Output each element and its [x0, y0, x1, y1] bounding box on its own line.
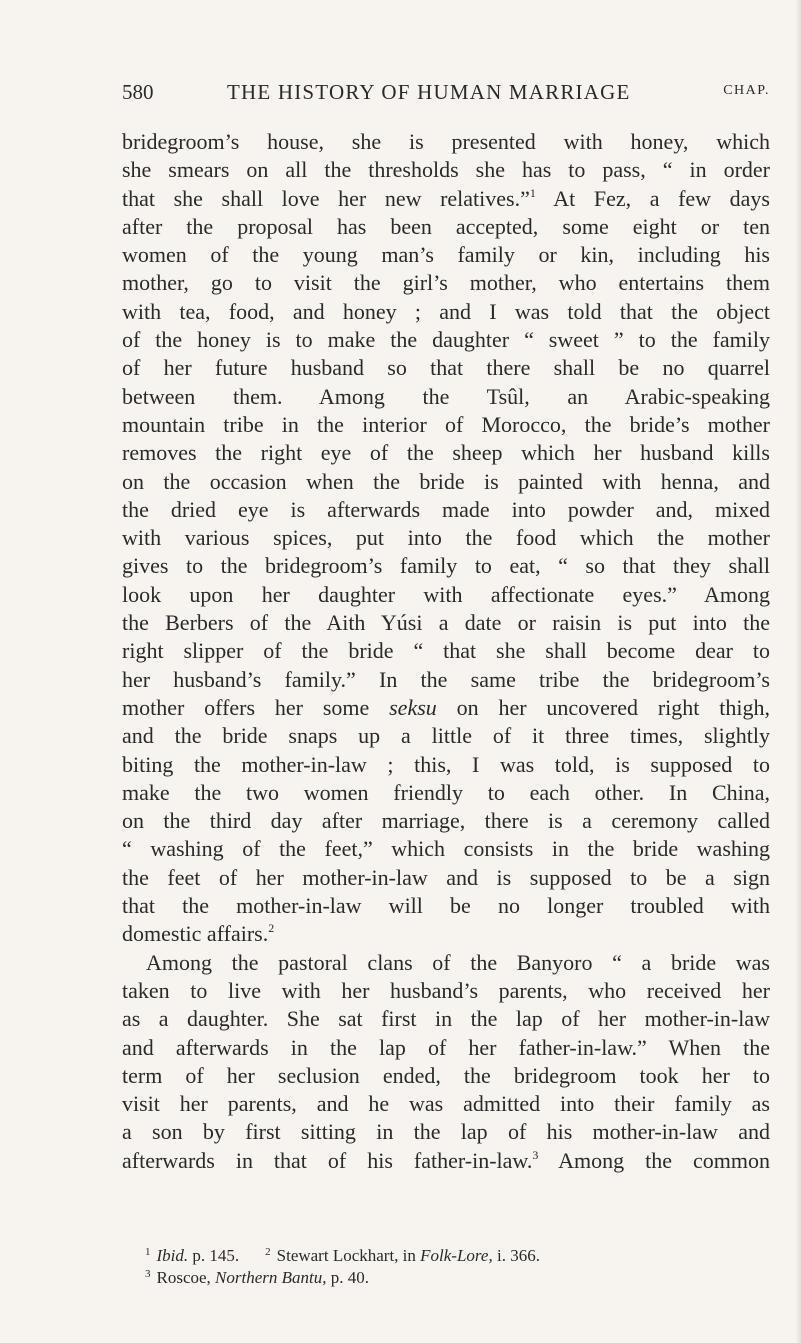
footnote-number: 2: [265, 1246, 271, 1258]
text-line: on the third day after marriage, there is a ceremony called: [122, 808, 770, 834]
footnote-number: 3: [145, 1268, 151, 1280]
text-line: visit her parents, and he was admitted into their family as: [122, 1091, 770, 1117]
text-line: women of the young man’s family or kin, including his: [122, 242, 770, 268]
footnote-ref: 1: [529, 185, 536, 200]
text-line: on the occasion when the bride is painted with henna, and: [122, 468, 770, 494]
text-line: a son by first sitting in the lap of his mother-in-law and: [122, 1119, 770, 1145]
text-line: the dried eye is afterwards made into powder and, mixed: [122, 496, 770, 522]
footnote-number: 1: [145, 1246, 151, 1258]
text-line: “ washing of the feet,” which consists in the bride washing: [122, 836, 770, 862]
body-text: [122, 128, 770, 1175]
footnote-line: $^3$ Roscoe, Northern Bantu, p. 40.: [145, 1268, 369, 1287]
footnote-source-title: Folk-Lore,: [420, 1246, 493, 1265]
page-edge: [795, 0, 801, 1343]
text-line: and afterwards in the lap of her father-in-law.” When the: [122, 1034, 770, 1060]
footnote-source-title: Northern Bantu,: [215, 1268, 327, 1287]
footnote-ref: 3: [532, 1147, 539, 1162]
text-line: mother offers her some seksu on her uncovered right thigh,: [122, 694, 770, 720]
text-line: that she shall love her new relatives.”$^1$ At Fez, a few days: [122, 185, 770, 211]
text-line: and the bride snaps up a little of it three times, slightly: [122, 723, 770, 749]
text-line: between them. Among the Tsûl, an Arabic-speaking: [122, 383, 770, 409]
text-line: biting the mother-in-law ; this, I was told, is supposed to: [122, 751, 770, 777]
footnote-ref: 2: [268, 921, 275, 936]
text-line: as a daughter. She sat first in the lap of her mother-in-law: [122, 1006, 770, 1032]
text-line: after the proposal has been accepted, some eight or ten: [122, 213, 770, 239]
text-line: her husband’s family.” In the same tribe the bridegroom’s: [122, 666, 770, 692]
text-line: with various spices, put into the food which the mother: [122, 525, 770, 551]
text-line: she smears on all the thresholds she has to pass, “ in order: [122, 157, 770, 183]
text-line: the Berbers of the Aith Yúsi a date or raisin is put into the: [122, 610, 770, 636]
text-line: mother, go to visit the girl’s mother, who entertains them: [122, 270, 770, 296]
text-line: taken to live with her husband’s parents, who received her: [122, 977, 770, 1003]
text-line: term of her seclusion ended, the bridegroom took her to: [122, 1062, 770, 1088]
footnotes: [145, 1245, 765, 1289]
text-line: mountain tribe in the interior of Morocco, the bride’s mother: [122, 411, 770, 437]
text-line: that the mother-in-law will be no longer troubled with: [122, 893, 770, 919]
chapter-label: CHAP.: [723, 83, 770, 98]
text-line: Among the pastoral clans of the Banyoro “ a bride was: [146, 949, 770, 975]
text-line: make the two women friendly to each other. In China,: [122, 779, 770, 805]
footnote-line: $^1$ Ibid. p. 145. $^2$ Stewart Lockhart, in Folk-Lore, i. 366.: [145, 1246, 540, 1265]
text-line: with tea, food, and honey ; and I was told that the object: [122, 298, 770, 324]
italic-term: seksu: [389, 694, 437, 720]
text-line: right slipper of the bride “ that she shall become dear to: [122, 638, 770, 664]
text-line: removes the right eye of the sheep which her husband kills: [122, 440, 770, 466]
text-line: of the honey is to make the daughter “ sweet ” to the family: [122, 327, 770, 353]
page-number: 580: [122, 80, 154, 104]
text-line: look upon her daughter with affectionate eyes.” Among: [122, 581, 770, 607]
running-header: [122, 80, 770, 110]
text-line: gives to the bridegroom’s family to eat, “ so that they shall: [122, 553, 770, 579]
text-line: of her future husband so that there shall be no quarrel: [122, 355, 770, 381]
running-title: THE HISTORY OF HUMAN MARRIAGE: [227, 80, 631, 104]
text-line: bridegroom’s house, she is presented with honey, which: [122, 129, 770, 154]
text-line: the feet of her mother-in-law and is supposed to be a sign: [122, 864, 770, 890]
text-line: afterwards in that of his father-in-law.$^3$ Among the common: [122, 1147, 771, 1173]
text-line: domestic affairs.$^2$: [122, 921, 275, 947]
footnote-ibid: Ibid.: [156, 1246, 189, 1265]
